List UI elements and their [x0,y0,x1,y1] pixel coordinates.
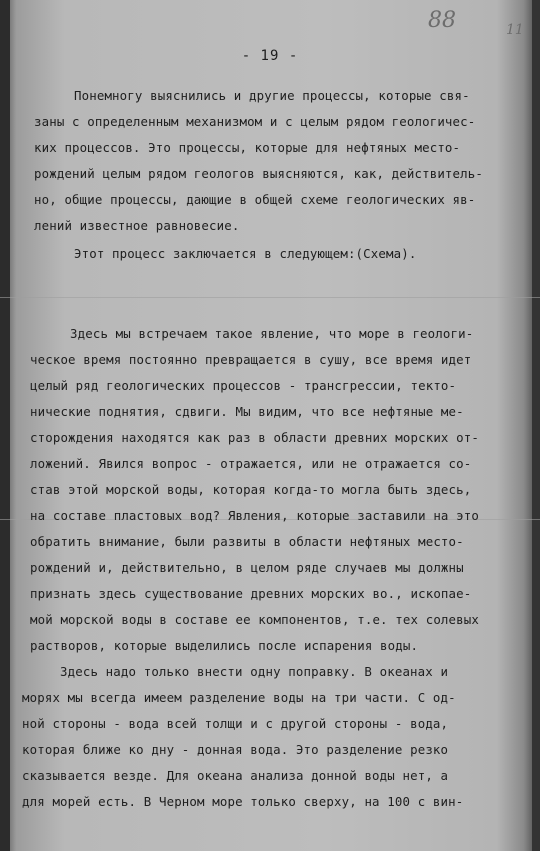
page-number: - 19 - [241,48,299,64]
text-line: ложений. Явился вопрос - отражается, или не отражается со- [30,456,472,471]
text-line: нические поднятия, сдвиги. Мы видим, что все нефтяные ме- [30,404,464,419]
text-line: лений известное равновесие. [34,218,240,233]
text-line: признать здесь существование древних морских во., ископае- [30,586,472,601]
corner-note-handwritten: 11 [506,22,524,38]
text-line: на составе пластовых вод? Явления, которые заставили на это [30,508,479,523]
text-line: ной стороны - вода всей толщи и с другой стороны - вода, [22,716,449,731]
folio-handwritten: 88 [428,8,456,33]
text-line: ческое время постоянно превращается в сушу, все время идет [30,352,472,367]
text-line: сказывается везде. Для океана анализа донной воды нет, а [22,768,449,783]
text-line: рождений и, действительно, в целом ряде случаев мы должны [30,560,464,575]
text-line: Здесь надо только внести одну поправку. В океанах и [60,664,449,679]
text-line: ких процессов. Это процессы, которые для нефтяных место- [34,140,461,155]
text-line: сторождения находятся как раз в области древних морских от- [30,430,479,445]
text-line: мой морской воды в составе ее компонентов, т.е. тех солевых [30,612,479,627]
text-line: целый ряд геологических процессов - трансгрессии, текто- [30,378,457,393]
text-line: растворов, которые выделились после испарения воды. [30,638,419,653]
text-line: но, общие процессы, дающие в общей схеме геологических яв- [34,192,476,207]
scan-line [0,297,540,298]
page-edge-left [0,0,10,851]
text-line: которая ближе ко дну - донная вода. Это разделение резко [22,742,449,757]
text-line: став этой морской воды, которая когда-то могла быть здесь, [30,482,472,497]
text-line: заны с определенным механизмом и с целым рядом геологичес- [34,114,476,129]
text-line: рождений целым рядом геологов выясняются, как, действитель- [34,166,483,181]
page-edge-right [532,0,540,851]
text-line: морях мы всегда имеем разделение воды на три части. С од- [22,690,456,705]
text-line: обратить внимание, были развиты в области нефтяных место- [30,534,464,549]
text-line: Понемногу выяснились и другие процессы, которые свя- [74,88,470,103]
text-line: для морей есть. В Черном море только сверху, на 100 с вин- [22,794,464,809]
text-line: Этот процесс заключается в следующем:(Схема). [74,246,417,261]
text-line: Здесь мы встречаем такое явление, что море в геологи- [70,326,474,341]
